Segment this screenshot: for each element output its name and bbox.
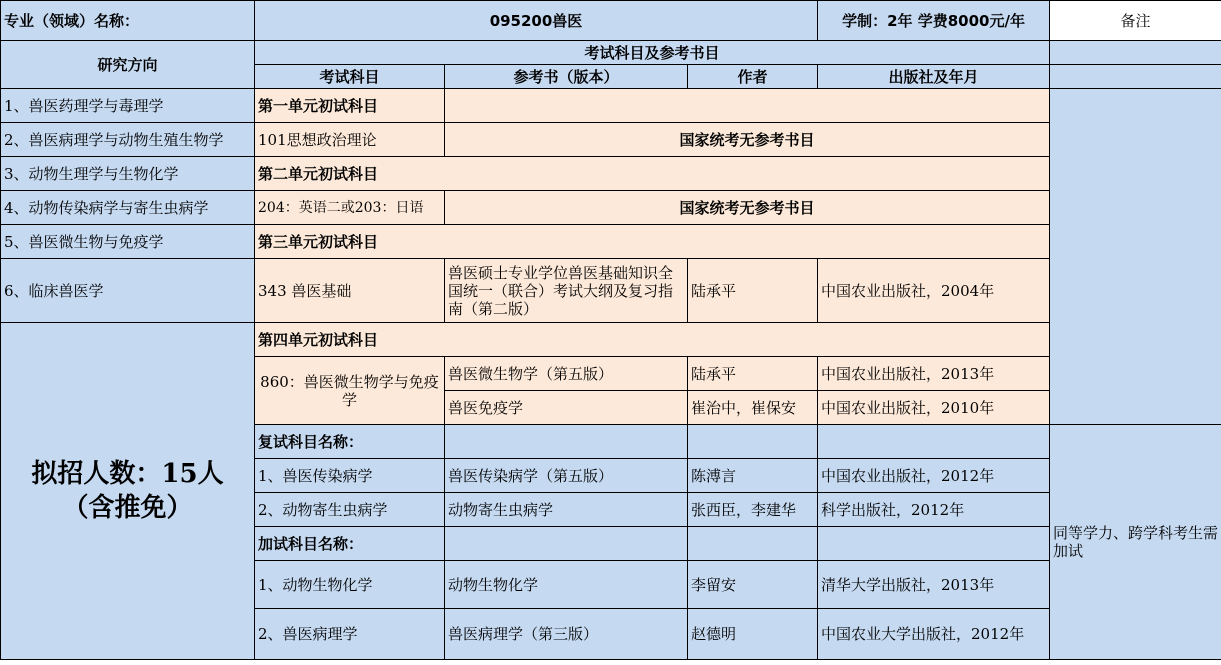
unit2-note: 国家统考无参考书目	[445, 191, 1050, 225]
unit2-title: 第二单元初试科目	[255, 157, 1050, 191]
unit2-subject: 204：英语二或203：日语	[255, 191, 445, 225]
direction-item: 5、兽医微生物与免疫学	[1, 225, 255, 259]
extra-author: 李留安	[688, 561, 818, 609]
extra-book: 兽医病理学（第三版）	[445, 609, 688, 660]
remarks-header: 备注	[1050, 1, 1221, 41]
unit1-note: 国家统考无参考书目	[445, 123, 1050, 157]
empty-cell	[445, 527, 688, 561]
major-name: 095200兽医	[255, 1, 818, 41]
direction-item: 1、兽医药理学与毒理学	[1, 89, 255, 123]
unit4-author: 陆承平	[688, 357, 818, 391]
research-direction-header: 研究方向	[1, 41, 255, 89]
empty-cell	[688, 527, 818, 561]
extra-author: 赵德明	[688, 609, 818, 660]
direction-item: 4、动物传染病学与寄生虫病学	[1, 191, 255, 225]
direction-item: 6、临床兽医学	[1, 259, 255, 323]
col-book-header: 参考书（版本）	[445, 65, 688, 89]
unit1-title: 第一单元初试科目	[255, 89, 445, 123]
unit4-book: 兽医免疫学	[445, 391, 688, 425]
unit4-publisher: 中国农业出版社，2013年	[818, 357, 1050, 391]
extra-subject: 1、动物生物化学	[255, 561, 445, 609]
retest-author: 张西臣，李建华	[688, 493, 818, 527]
extra-publisher: 中国农业大学出版社，2012年	[818, 609, 1050, 660]
remarks-cell	[1050, 89, 1221, 425]
unit3-author: 陆承平	[688, 259, 818, 323]
unit4-title: 第四单元初试科目	[255, 323, 1050, 357]
extra-subject: 2、兽医病理学	[255, 609, 445, 660]
unit3-title: 第三单元初试科目	[255, 225, 1050, 259]
direction-item: 2、兽医病理学与动物生殖生物学	[1, 123, 255, 157]
extra-book: 动物生物化学	[445, 561, 688, 609]
empty-cell	[1050, 41, 1221, 65]
col-subject-header: 考试科目	[255, 65, 445, 89]
empty-cell	[818, 425, 1050, 459]
empty-cell	[818, 527, 1050, 561]
direction-item: 3、动物生理学与生物化学	[1, 157, 255, 191]
empty-cell	[688, 425, 818, 459]
major-label: 专业（领域）名称：	[1, 1, 255, 41]
retest-subject: 2、动物寄生虫病学	[255, 493, 445, 527]
retest-subject: 1、兽医传染病学	[255, 459, 445, 493]
extra-remark: 同等学力、跨学科考生需加试	[1050, 425, 1221, 660]
col-publisher-header: 出版社及年月	[818, 65, 1050, 89]
extra-publisher: 清华大学出版社，2013年	[818, 561, 1050, 609]
retest-publisher: 中国农业出版社，2012年	[818, 459, 1050, 493]
retest-author: 陈溥言	[688, 459, 818, 493]
retest-book: 动物寄生虫病学	[445, 493, 688, 527]
empty-cell	[445, 89, 1050, 123]
unit1-subject: 101思想政治理论	[255, 123, 445, 157]
retest-title: 复试科目名称：	[255, 425, 445, 459]
unit4-subject: 860：兽医微生物学与免疫学	[255, 357, 445, 425]
enrollment-line1: 拟招人数：15人	[31, 459, 224, 489]
unit4-author: 崔治中，崔保安	[688, 391, 818, 425]
duration-fee: 学制：2年 学费8000元/年	[818, 1, 1050, 41]
enrollment-count	[1, 323, 255, 660]
retest-publisher: 科学出版社，2012年	[818, 493, 1050, 527]
col-author-header: 作者	[688, 65, 818, 89]
empty-cell	[1050, 65, 1221, 89]
exam-books-header: 考试科目及参考书目	[255, 41, 1050, 65]
unit3-publisher: 中国农业出版社，2004年	[818, 259, 1050, 323]
retest-book: 兽医传染病学（第五版）	[445, 459, 688, 493]
enrollment-line2: （含推免）	[62, 493, 193, 523]
unit4-publisher: 中国农业出版社，2010年	[818, 391, 1050, 425]
unit4-book: 兽医微生物学（第五版）	[445, 357, 688, 391]
unit3-book: 兽医硕士专业学位兽医基础知识全国统一（联合）考试大纲及复习指南（第二版）	[445, 259, 688, 323]
extra-title: 加试科目名称：	[255, 527, 445, 561]
unit3-subject: 343 兽医基础	[255, 259, 445, 323]
empty-cell	[445, 425, 688, 459]
